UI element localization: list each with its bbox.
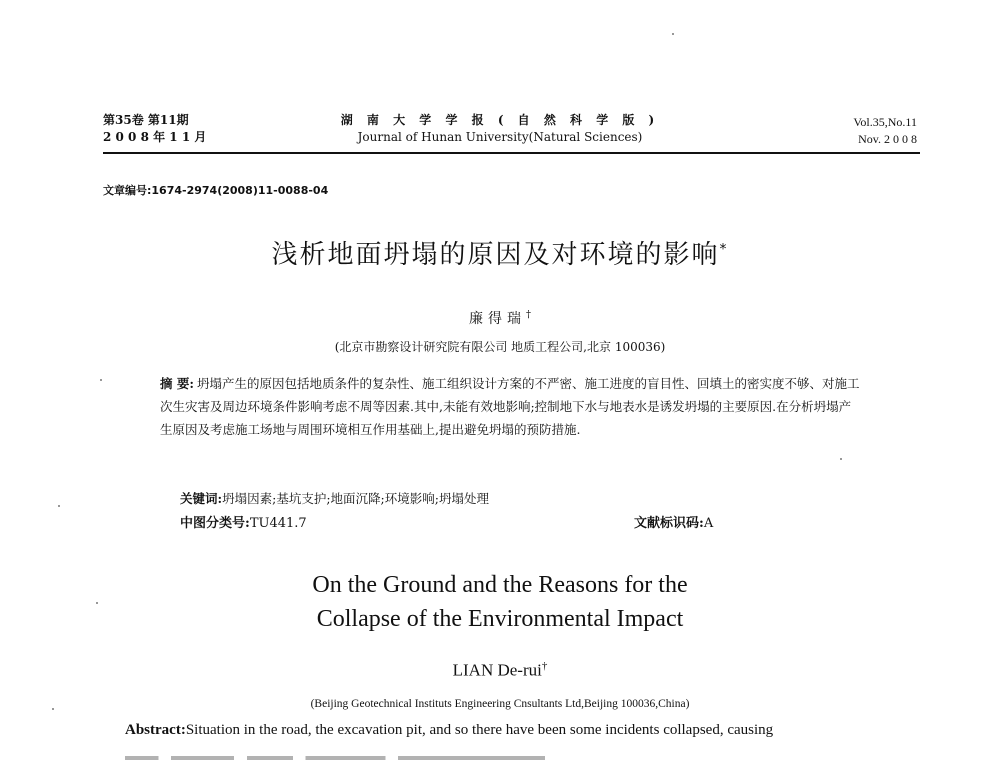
document-code bbox=[634, 512, 713, 531]
scan-speck bbox=[840, 458, 842, 460]
author-cn-name: 廉得瑞 bbox=[469, 311, 526, 327]
issue-date-en: Nov. 2 0 0 8 bbox=[858, 132, 917, 146]
document-code-value: A bbox=[703, 516, 714, 531]
author-en-mark: † bbox=[541, 660, 548, 672]
keywords-cn bbox=[180, 489, 489, 507]
title-en-line2: Collapse of the Environmental Impact bbox=[316, 606, 684, 632]
keywords-cn-text: 坍塌因素;基坑支护;地面沉降;环境影响;坍塌处理 bbox=[222, 491, 489, 506]
abstract-cn bbox=[160, 372, 860, 441]
affiliation-en: (Beijing Geotechnical Instituts Engineering Cnsultants Ltd,Beijing 100036,China) bbox=[310, 698, 690, 710]
journal-name-en: Journal of Hunan University(Natural Sciences) bbox=[357, 130, 643, 144]
journal-name-cn: 湖 南 大 学 学 报 ( 自 然 科 学 版 ) bbox=[340, 113, 660, 127]
abstract-en-text: Situation in the road, the excavation pit, and so there have been some incidents collapsed, causing bbox=[185, 722, 774, 738]
affiliation-cn: (北京市勘察设计研究院有限公司 地质工程公司,北京 100036) bbox=[334, 340, 666, 354]
article-number: 文章编号:1674-2974(2008)11-0088-04 bbox=[103, 184, 329, 197]
volume-issue-en: Vol.35,No.11 bbox=[853, 115, 917, 129]
scan-speck bbox=[58, 505, 60, 507]
keywords-cn-label: 关键词: bbox=[180, 491, 223, 506]
classification-number bbox=[180, 512, 307, 531]
volume-info-en bbox=[853, 114, 917, 148]
title-en bbox=[0, 568, 1000, 636]
abstract-en-cutoff-line bbox=[125, 748, 545, 760]
title-cn bbox=[0, 234, 1000, 271]
abstract-en-label: Abstract: bbox=[125, 722, 186, 738]
abstract-en bbox=[125, 722, 773, 739]
classification-value: TU441.7 bbox=[249, 516, 307, 531]
document-code-label: 文献标识码: bbox=[634, 516, 704, 531]
title-footnote-mark: * bbox=[719, 241, 729, 258]
abstract-cn-text: 坍塌产生的原因包括地质条件的复杂性、施工组织设计方案的不严密、施工进度的盲目性、回填土的密实度不够、对施工次生灾害及周边环境条件影响考虑不周等因素.其中,未能有效地影响;控制地下水与地表水是诱发坍塌的主要原因.在分析坍塌产生原因及考虑施工场地与周围环境相互作用基础上,提出避免坍塌的预防措施. bbox=[160, 376, 860, 437]
scan-speck bbox=[52, 708, 54, 710]
author-en bbox=[0, 660, 1000, 681]
volume-issue-cn: 第35卷 第11期 bbox=[103, 113, 189, 127]
scan-speck bbox=[100, 379, 102, 381]
classification-label: 中图分类号: bbox=[180, 516, 250, 531]
author-cn bbox=[0, 308, 1000, 328]
header-rule bbox=[103, 152, 920, 154]
issue-info bbox=[103, 112, 206, 146]
scan-speck bbox=[672, 33, 674, 35]
author-en-name: LIAN De-rui bbox=[452, 660, 542, 680]
abstract-cn-label: 摘 要: bbox=[160, 376, 194, 391]
title-cn-text: 浅析地面坍塌的原因及对环境的影响 bbox=[271, 240, 720, 270]
issue-date-cn: 2 0 0 8 年 1 1 月 bbox=[103, 130, 207, 144]
journal-header bbox=[310, 112, 690, 146]
title-en-line1: On the Ground and the Reasons for the bbox=[312, 572, 688, 598]
scan-speck bbox=[96, 602, 98, 604]
author-cn-mark: † bbox=[526, 309, 531, 321]
